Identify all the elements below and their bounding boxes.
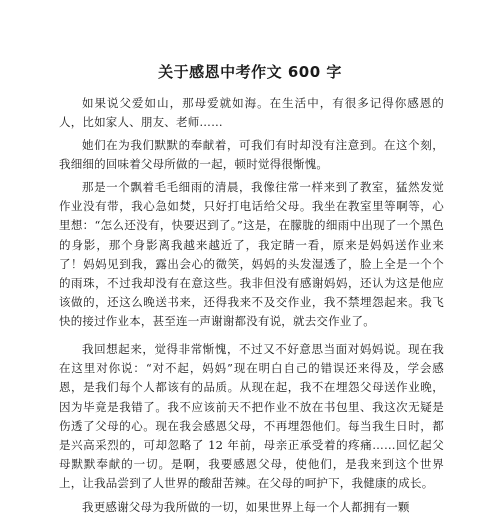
paragraph-5: 我更感谢父母为我所做的一切，如果世界上每一个人都拥有一颗 [82, 500, 410, 514]
paragraph-4: 我回想起来，觉得非常惭愧，不过又不好意思当面对妈妈说。现在我在这里对你说：“对不起，妈妈”现在明白自己的错误还来得及，学会感恩，是我们每个人都该有的品质。从现在起，我不在埋怨父母送作业晚，因为毕竟是我错了。我不应该前天不把作业不放在书包里、我这次无疑是伤透了父母的心。现在我会感恩父母，不再埋怨他们。每当我生日时，都是兴高采烈的，可却忽略了 12 年前，母亲正承受着的疼痛……回忆起父母默默奉献的一切。是啊，我要感恩父母，使他们，是我来到这个世界上，让我品尝到了人世界的酸甜苦辣。在父母的呵护下，我健康的成长。 [59, 342, 444, 491]
paragraph-3: 那是一个飘着毛毛细雨的清晨，我像往常一样来到了教室，猛然发觉作业没有带，我心急如焚，只好打电话给父母。我坐在教室里等啊等，心里想：“怎么还没有，快要迟到了。”这是，在朦胧的细雨中出现了一个黑色的身影，那个身影离我越来越近了，我定睛一看，原来是妈妈送作业来了！妈妈见到我，露出会心的微笑，妈妈的头发湿透了，脸上全是一个个的雨珠，不过我却没有在意这些。我非但没有感谢妈妈，还认为这是他应该做的，还这么晚送书来，还得我来不及交作业，我不禁埋怨起来。我飞快的接过作业本，甚至连一声谢谢都没有说，就去交作业了。 [59, 180, 444, 329]
paragraph-2: 她们在为我们默默的奉献着，可我们有时却没有注意到。在这个刻，我细细的回味着父母所做的一起，顿时觉得很惭愧。 [59, 138, 444, 172]
paragraph-1: 如果说父爱如山，那母爱就如海。在生活中，有很多记得你感恩的人，比如家人、朋友、老师…… [59, 96, 444, 130]
document-title: 关于感恩中考作文 600 字 [158, 63, 342, 81]
